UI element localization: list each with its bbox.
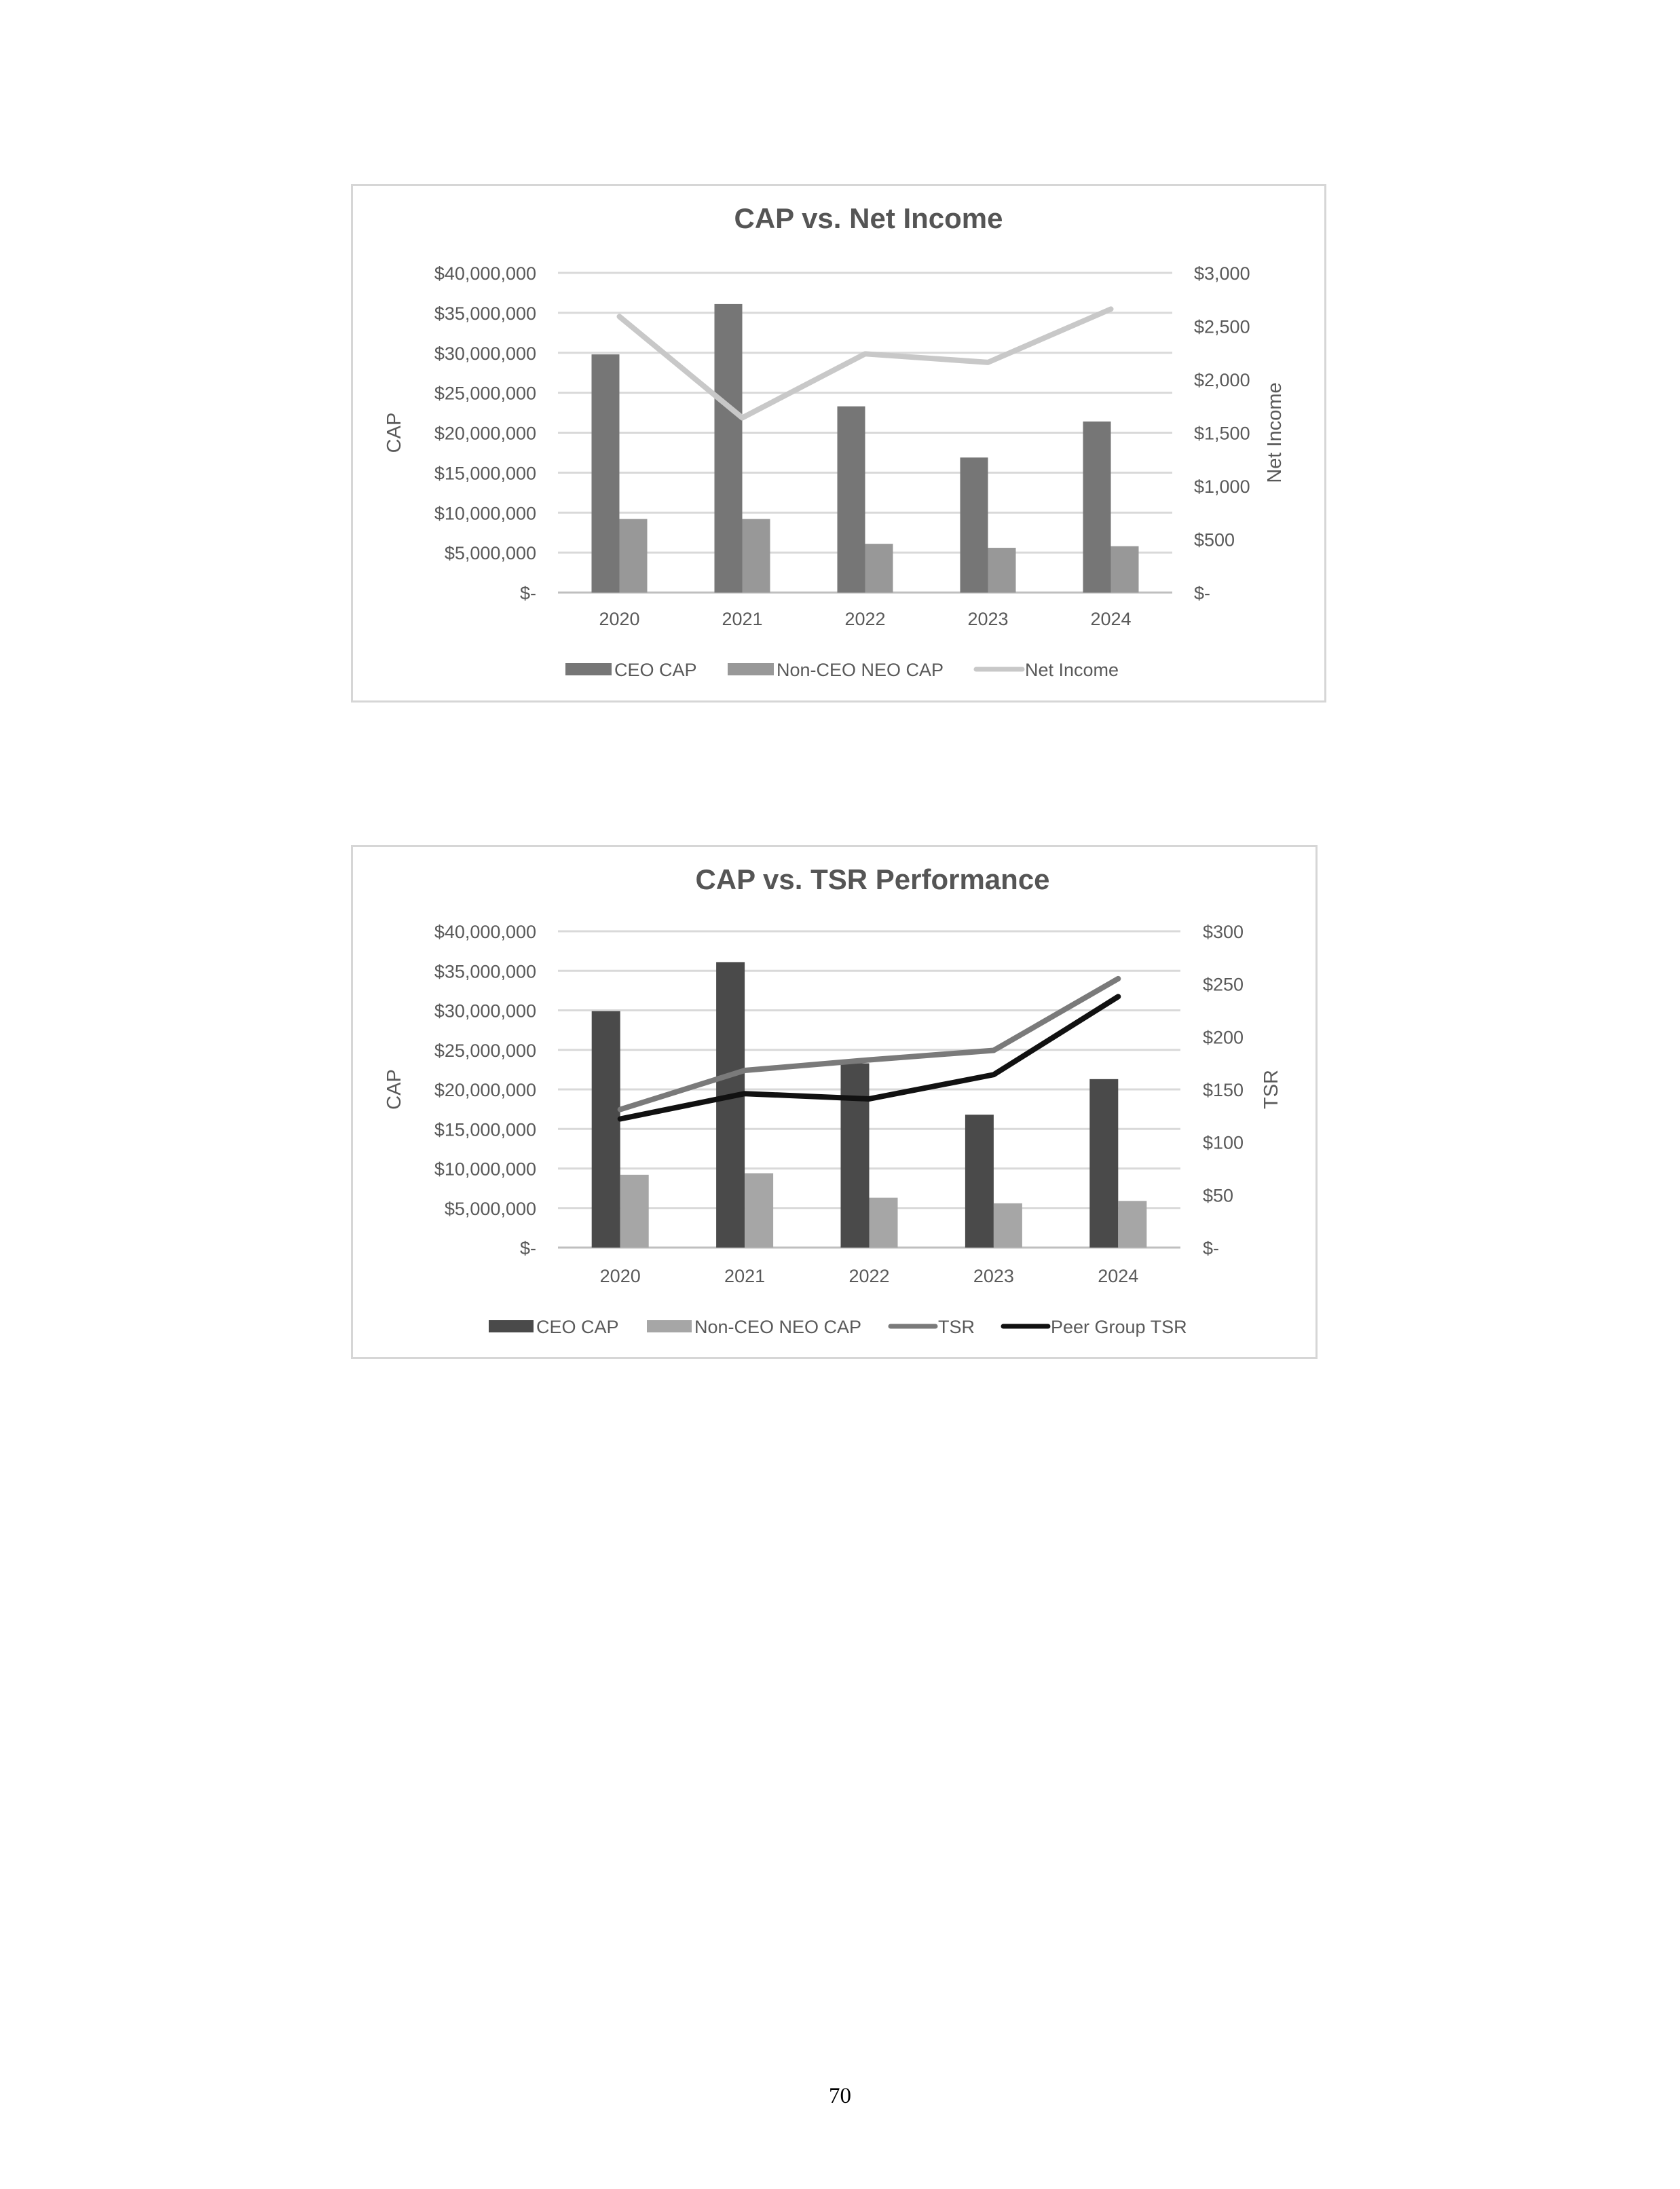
y-axis-title: CAP: [384, 1069, 405, 1110]
bar-non-ceo-neo-cap: [1111, 546, 1139, 593]
y-tick-label: $20,000,000: [434, 1080, 536, 1100]
y-tick-label: $10,000,000: [434, 1159, 536, 1180]
bar-non-ceo-neo-cap: [620, 1175, 649, 1248]
y2-axis-title: Net Income: [1264, 382, 1286, 483]
y2-tick-label: $500: [1194, 529, 1235, 550]
y-tick-label: $40,000,000: [434, 922, 536, 942]
y-tick-label: $-: [519, 583, 536, 603]
y-tick-label: $5,000,000: [444, 1198, 536, 1219]
y-axis-title: CAP: [384, 412, 405, 453]
bar-ceo-cap: [592, 1011, 620, 1248]
bar-non-ceo-neo-cap: [994, 1203, 1022, 1248]
y-tick-label: $30,000,000: [434, 1000, 536, 1022]
bar-ceo-cap: [841, 1064, 870, 1248]
bar-ceo-cap: [838, 407, 865, 593]
y-tick-label: $15,000,000: [434, 463, 536, 484]
legend-label-ceo-cap: CEO CAP: [614, 660, 697, 680]
legend-label-non-ceo-neo-cap: Non-CEO NEO CAP: [694, 1317, 862, 1337]
y2-tick-label: $250: [1203, 974, 1244, 995]
x-tick-label: 2023: [967, 609, 1009, 629]
x-tick-label: 2023: [973, 1266, 1014, 1286]
y2-tick-label: $-: [1194, 583, 1211, 603]
legend-swatch-non-ceo-neo-cap: [647, 1320, 692, 1332]
y2-tick-label: $150: [1203, 1080, 1244, 1100]
bar-ceo-cap: [1089, 1079, 1118, 1248]
x-tick-label: 2020: [599, 609, 640, 629]
legend-label-ceo-cap: CEO CAP: [536, 1317, 619, 1337]
x-tick-label: 2024: [1090, 609, 1132, 629]
page-number: 70: [829, 2084, 851, 2108]
y-tick-label: $15,000,000: [434, 1119, 536, 1140]
y-tick-label: $25,000,000: [434, 1040, 536, 1061]
bar-non-ceo-neo-cap: [745, 1173, 773, 1248]
y2-tick-label: $2,000: [1194, 370, 1250, 390]
bar-non-ceo-neo-cap: [743, 519, 770, 593]
y2-tick-label: $100: [1203, 1132, 1244, 1153]
bar-non-ceo-neo-cap: [870, 1198, 898, 1248]
y2-tick-label: $1,500: [1194, 423, 1250, 444]
x-tick-label: 2022: [844, 609, 886, 629]
y-tick-label: $30,000,000: [434, 343, 536, 364]
legend-label-non-ceo-neo-cap: Non-CEO NEO CAP: [777, 660, 944, 680]
bar-ceo-cap: [716, 962, 745, 1248]
y-tick-label: $35,000,000: [434, 961, 536, 982]
y-tick-label: $5,000,000: [444, 543, 536, 564]
bar-ceo-cap: [715, 304, 743, 593]
bar-ceo-cap: [960, 457, 988, 593]
bar-non-ceo-neo-cap: [988, 548, 1016, 593]
y-tick-label: $10,000,000: [434, 503, 536, 524]
y2-tick-label: $300: [1203, 922, 1244, 942]
x-tick-label: 2021: [724, 1266, 766, 1286]
chart-cap-vs-net-income: [351, 184, 1326, 703]
legend-swatch-non-ceo-neo-cap: [728, 663, 774, 675]
y-tick-label: $25,000,000: [434, 383, 536, 404]
x-tick-label: 2024: [1098, 1266, 1139, 1286]
legend-swatch-ceo-cap: [489, 1320, 534, 1332]
y2-axis-title: TSR: [1261, 1070, 1282, 1109]
x-tick-label: 2020: [599, 1266, 641, 1286]
bar-ceo-cap: [592, 354, 620, 593]
y2-tick-label: $-: [1203, 1238, 1220, 1258]
bar-non-ceo-neo-cap: [1118, 1201, 1146, 1248]
legend-label-tsr: TSR: [938, 1317, 975, 1337]
y-tick-label: $20,000,000: [434, 423, 536, 444]
y-tick-label: $-: [519, 1238, 536, 1258]
bar-ceo-cap: [1083, 422, 1111, 593]
x-tick-label: 2022: [848, 1266, 890, 1286]
y2-tick-label: $50: [1203, 1185, 1234, 1206]
chart-cap-vs-tsr-svg: [353, 847, 1315, 1357]
bar-non-ceo-neo-cap: [620, 519, 648, 593]
bar-ceo-cap: [965, 1115, 994, 1248]
chart-title: CAP vs. TSR Performance: [695, 863, 1050, 895]
chart-cap-vs-tsr-performance: [351, 845, 1318, 1359]
y-tick-label: $35,000,000: [434, 303, 536, 324]
x-tick-label: 2021: [722, 609, 763, 629]
y2-tick-label: $2,500: [1194, 316, 1250, 337]
chart-title: CAP vs. Net Income: [734, 202, 1003, 234]
line-net-income: [620, 309, 1111, 417]
legend-label-net-income: Net Income: [1025, 660, 1119, 680]
y2-tick-label: $3,000: [1194, 263, 1250, 284]
y-tick-label: $40,000,000: [434, 263, 536, 284]
y2-tick-label: $200: [1203, 1027, 1244, 1048]
bar-non-ceo-neo-cap: [865, 544, 893, 593]
y2-tick-label: $1,000: [1194, 476, 1250, 497]
chart-cap-vs-net-income-svg: [353, 186, 1324, 700]
legend-label-peer-group-tsr: Peer Group TSR: [1051, 1317, 1187, 1337]
legend-swatch-ceo-cap: [565, 663, 612, 675]
